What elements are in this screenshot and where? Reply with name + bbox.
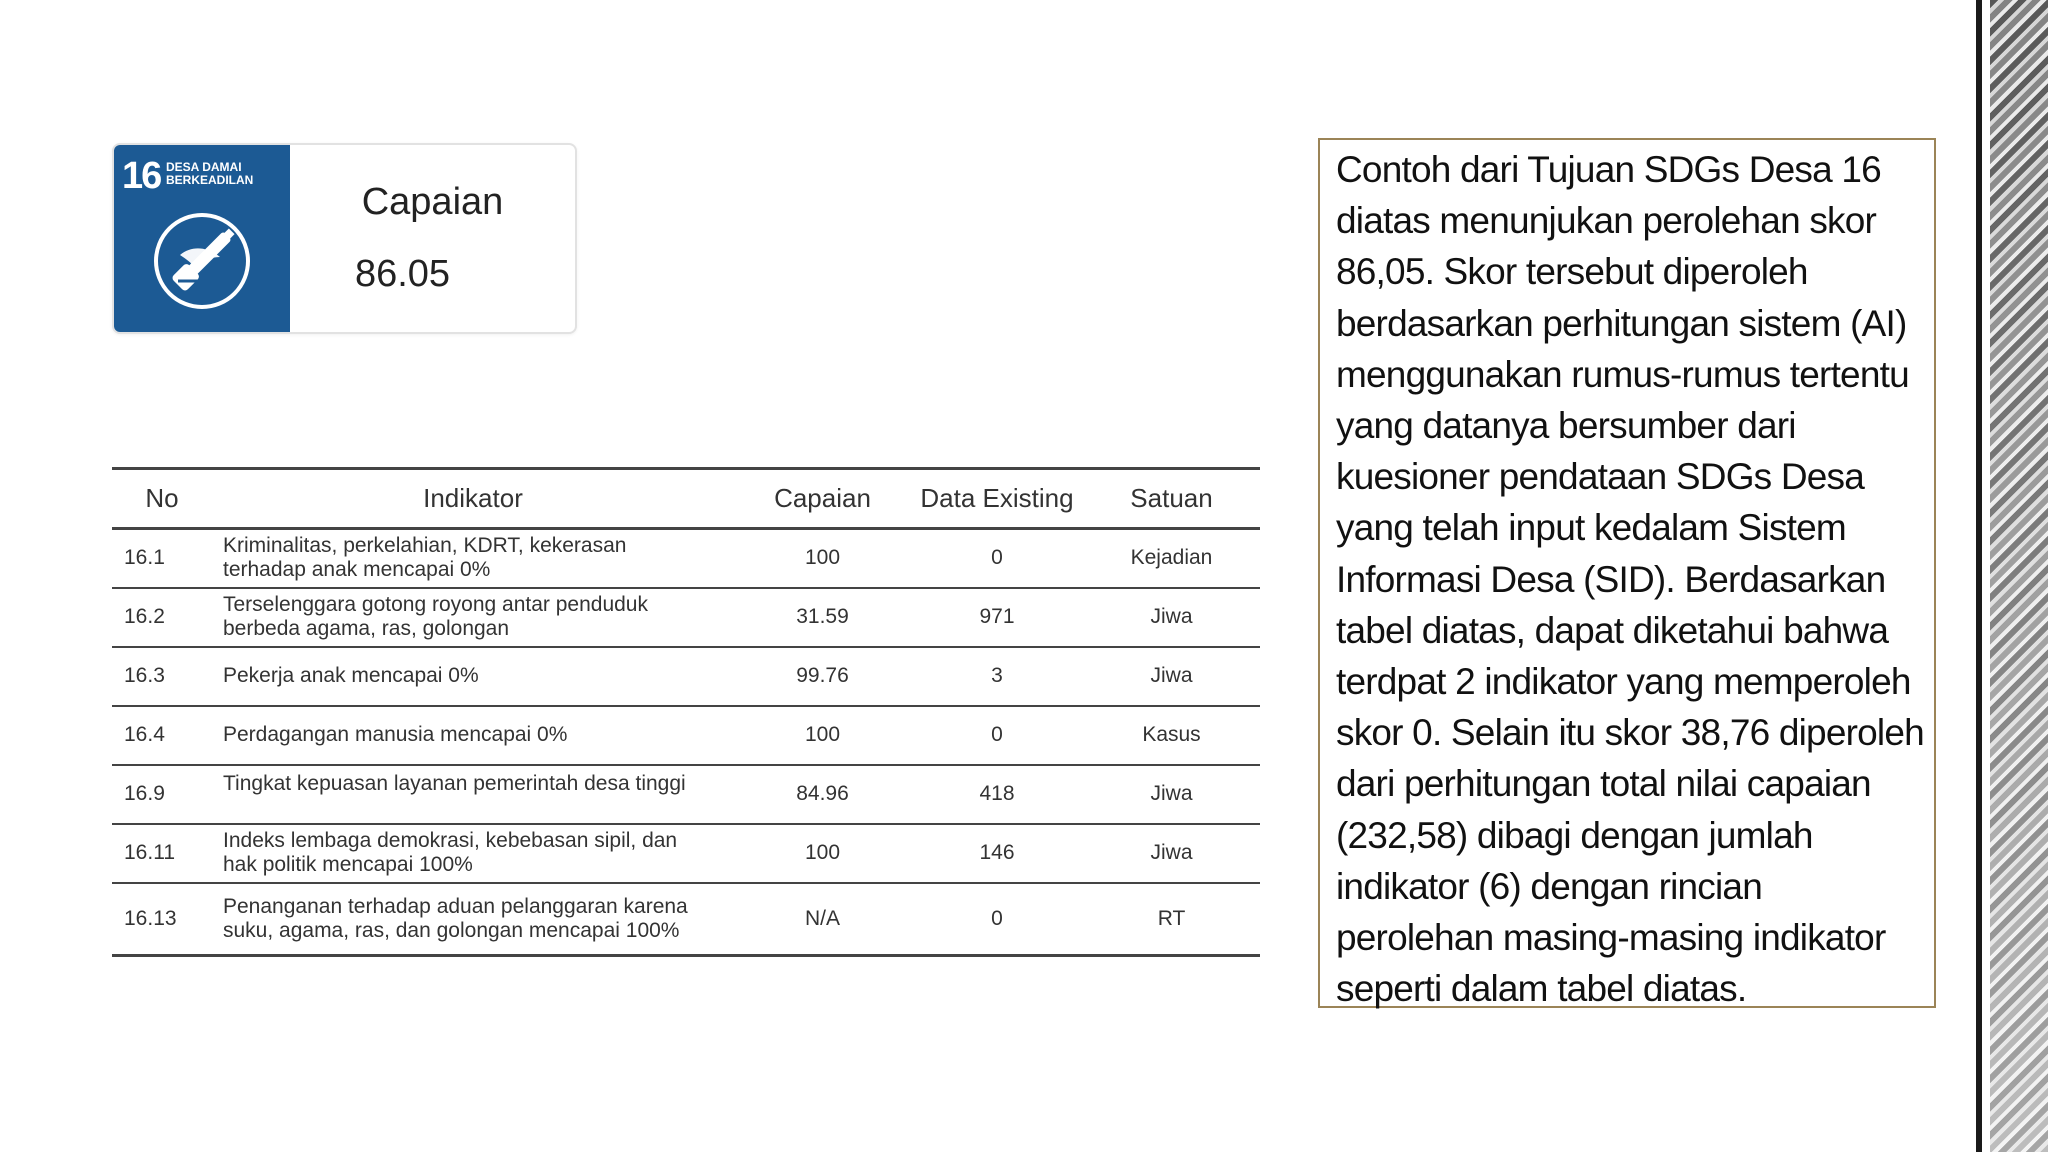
sdg-goal-title — [166, 161, 286, 187]
header-satuan: Satuan — [1130, 483, 1213, 513]
header-no: No — [145, 483, 179, 513]
table-row — [112, 706, 1260, 765]
table-row — [112, 824, 1260, 883]
cell-data-existing: 0 — [991, 546, 1003, 570]
sdg-goal-badge — [114, 145, 290, 332]
indikator-line: Pekerja anak mencapai 0% — [223, 664, 479, 687]
text-line: tabel diatas, dapat diketahui bahwa — [1336, 609, 1889, 651]
cell-no: 16.4 — [124, 723, 165, 746]
cell-satuan: Jiwa — [1150, 782, 1193, 805]
cell-capaian: N/A — [804, 906, 840, 930]
table-row — [112, 883, 1260, 956]
indikator-line: hak politik mencapai 100% — [223, 853, 473, 876]
indikator-line: Penanganan terhadap aduan pelanggaran karena — [223, 894, 688, 918]
text-line: Informasi Desa (SID). Berdasarkan — [1336, 558, 1886, 600]
indikator-line: Indeks lembaga demokrasi, kebebasan sipil, dan — [223, 829, 678, 852]
table-row — [112, 647, 1260, 706]
cell-no: 16.1 — [124, 546, 165, 570]
indikator-line: Terselenggara gotong royong antar penduduk — [223, 593, 648, 616]
table-header-row — [112, 469, 1260, 529]
text-line: berdasarkan perhitungan sistem (AI) — [1336, 302, 1907, 344]
indikator-line: terhadap anak mencapai 0% — [223, 558, 491, 582]
cell-indikator — [213, 824, 734, 883]
text-line: indikator (6) dengan rincian — [1336, 865, 1762, 907]
cell-data-existing: 418 — [979, 782, 1015, 805]
header-data-existing: Data Existing — [920, 483, 1074, 513]
cell-data-existing: 146 — [979, 841, 1015, 864]
table-row — [112, 765, 1260, 824]
cell-satuan: Kejadian — [1130, 546, 1213, 570]
sdg-goal-number: 16 — [122, 155, 161, 197]
cell-satuan: Kasus — [1142, 723, 1201, 746]
cell-no: 16.13 — [124, 906, 177, 930]
cell-no: 16.3 — [124, 664, 165, 687]
cell-indikator — [213, 529, 734, 588]
text-line: yang datanya bersumber dari — [1336, 405, 1796, 447]
capaian-value: 86.05 — [354, 253, 451, 295]
text-line: menggunakan rumus-rumus tertentu — [1336, 353, 1909, 395]
cell-indikator — [213, 883, 734, 956]
indikator-line: Perdagangan manusia mencapai 0% — [223, 723, 568, 746]
text-line: Contoh dari Tujuan SDGs Desa 16 — [1336, 149, 1881, 190]
cell-indikator — [213, 588, 734, 647]
text-line: (232,58) dibagi dengan jumlah — [1336, 814, 1813, 856]
text-line: kuesioner pendataan SDGs Desa — [1336, 456, 1865, 498]
cell-satuan: Jiwa — [1150, 664, 1193, 687]
cell-indikator — [213, 765, 734, 824]
text-line: yang telah input kedalam Sistem — [1336, 507, 1846, 549]
table-row — [112, 588, 1260, 647]
text-line: 86,05. Skor tersebut diperoleh — [1336, 251, 1808, 293]
indikator-line: suku, agama, ras, dan golongan mencapai 100% — [223, 918, 680, 942]
cell-data-existing: 971 — [979, 605, 1015, 628]
cell-capaian: 100 — [804, 841, 841, 864]
cell-capaian: 100 — [804, 723, 841, 746]
sdg-goal-title-line2: BERKEADILAN — [166, 173, 254, 187]
cell-satuan: Jiwa — [1150, 841, 1193, 864]
capaian-label: Capaian — [361, 181, 504, 223]
cell-data-existing: 3 — [991, 664, 1003, 687]
sdg-capaian-card — [112, 143, 577, 334]
header-capaian: Capaian — [774, 483, 871, 513]
cell-no: 16.11 — [124, 841, 175, 864]
cell-indikator — [213, 706, 734, 765]
indikator-line: Kriminalitas, perkelahian, KDRT, kekerasan — [223, 534, 627, 558]
table-row — [112, 529, 1260, 588]
cell-satuan: Jiwa — [1150, 605, 1193, 628]
decorative-divider — [1976, 0, 1982, 1152]
cell-data-existing: 0 — [991, 723, 1003, 746]
cell-data-existing: 0 — [991, 906, 1003, 930]
cell-capaian: 99.76 — [796, 664, 849, 687]
cell-satuan: RT — [1157, 906, 1186, 930]
text-line: dari perhitungan total nilai capaian — [1336, 763, 1871, 805]
text-line: seperti dalam tabel diatas. — [1336, 968, 1747, 1010]
cell-no: 16.9 — [124, 782, 165, 805]
explanation-text-box — [1318, 138, 1936, 1008]
indikator-line: berbeda agama, ras, golongan — [223, 617, 510, 640]
text-line: skor 0. Selain itu skor 38,76 diperoleh — [1336, 712, 1924, 754]
cell-capaian: 84.96 — [796, 782, 849, 805]
sdg-goal-title-line1: DESA DAMAI — [166, 160, 242, 174]
cell-capaian: 31.59 — [796, 605, 849, 628]
indicator-table — [112, 467, 1260, 957]
indikator-line: Tingkat kepuasan layanan pemerintah desa tinggi — [223, 771, 686, 795]
dove-gun-icon — [152, 211, 252, 311]
cell-capaian: 100 — [804, 546, 841, 570]
cell-no: 16.2 — [124, 605, 165, 628]
text-line: perolehan masing-masing indikator — [1336, 917, 1886, 959]
text-line: diatas menunjukan perolehan skor — [1336, 200, 1877, 242]
header-indikator: Indikator — [423, 483, 523, 513]
cell-indikator — [213, 647, 734, 706]
text-line: terdpat 2 indikator yang memperoleh — [1336, 661, 1911, 703]
decorative-pattern-strip — [1990, 0, 2048, 1152]
